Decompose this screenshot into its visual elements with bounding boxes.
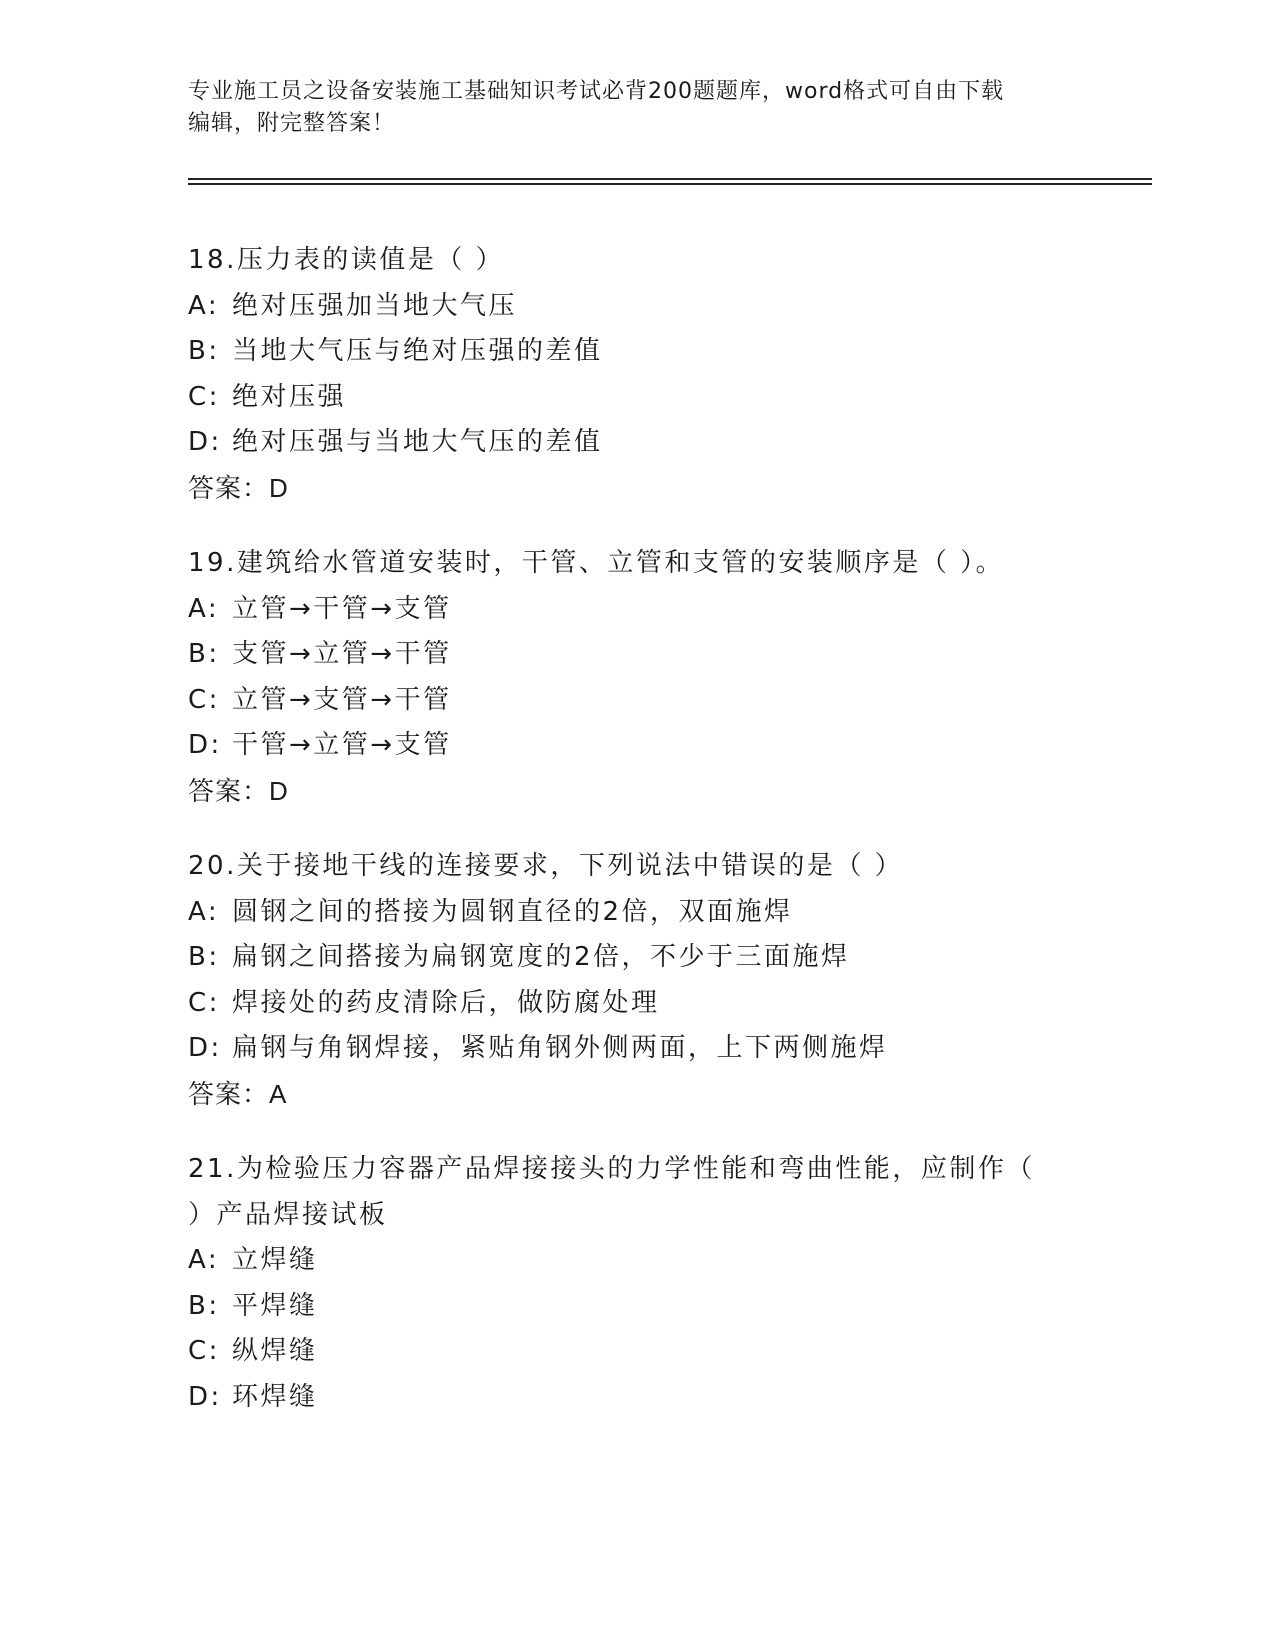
question-20	[188, 844, 1088, 1117]
option-key: A:	[188, 896, 220, 927]
option-d	[188, 420, 1088, 466]
option-a	[188, 890, 1088, 936]
option-text: 绝对压强与当地大气压的差值	[232, 427, 603, 457]
option-c	[188, 678, 1088, 724]
option-text: 圆钢之间的搭接为圆钢直径的2倍，双面施焊	[232, 896, 793, 927]
option-d	[188, 1026, 1088, 1072]
document-header	[188, 76, 1088, 140]
option-text: 绝对压强加当地大气压	[232, 290, 518, 321]
option-key: D:	[188, 1381, 222, 1412]
question-list	[188, 238, 1088, 1450]
option-b	[188, 329, 1088, 375]
option-key: B:	[188, 639, 220, 669]
option-text: 绝对压强	[232, 381, 347, 412]
option-key: A:	[188, 1245, 220, 1275]
option-text: 扁钢之间搭接为扁钢宽度的2倍，不少于三面施焊	[232, 942, 850, 972]
option-key: D:	[188, 1033, 222, 1063]
option-b	[188, 935, 1088, 981]
question-stem: 18.压力表的读值是（ ）	[188, 245, 505, 275]
option-key: D:	[188, 730, 222, 760]
option-c	[188, 1329, 1088, 1375]
question-stem: 20.关于接地干线的连接要求，下列说法中错误的是（ ）	[188, 851, 904, 881]
answer-label: 答案：A	[188, 1078, 288, 1109]
option-text: 扁钢与角钢焊接，紧贴角钢外侧两面，上下两侧施焊	[232, 1033, 888, 1063]
option-key: C:	[188, 987, 220, 1018]
option-key: B:	[188, 942, 220, 972]
option-text: 环焊缝	[232, 1381, 318, 1412]
option-key: B:	[188, 1290, 220, 1321]
question-21	[188, 1147, 1088, 1420]
option-key: A:	[188, 593, 220, 624]
header-title-line-2: 编辑，附完整答案！	[188, 111, 396, 136]
answer-label: 答案：D	[188, 775, 289, 806]
option-text: 立焊缝	[232, 1245, 318, 1275]
option-text: 平焊缝	[232, 1290, 318, 1321]
option-key: A:	[188, 290, 220, 321]
header-title-line-1: 专业施工员之设备安装施工基础知识考试必背200题题库，word格式可自由下载	[188, 79, 1005, 104]
header-divider-top	[188, 178, 1152, 180]
option-d	[188, 1375, 1088, 1421]
option-a	[188, 587, 1088, 633]
option-key: C:	[188, 684, 220, 715]
option-a	[188, 284, 1088, 330]
option-text: 干管→立管→支管	[232, 730, 452, 760]
option-key: C:	[188, 381, 220, 412]
option-d	[188, 723, 1088, 769]
option-text: 焊接处的药皮清除后，做防腐处理	[232, 987, 660, 1018]
question-stem: 19.建筑给水管道安装时，干管、立管和支管的安装顺序是（ ）。	[188, 548, 1005, 578]
option-c	[188, 981, 1088, 1027]
option-text: 立管→干管→支管	[232, 593, 452, 624]
option-a	[188, 1238, 1088, 1284]
question-19	[188, 541, 1088, 814]
option-text: 立管→支管→干管	[232, 684, 452, 715]
option-b	[188, 632, 1088, 678]
option-c	[188, 375, 1088, 421]
option-text: 当地大气压与绝对压强的差值	[232, 336, 603, 366]
option-text: 纵焊缝	[232, 1336, 318, 1366]
answer-label: 答案：D	[188, 472, 289, 503]
option-key: B:	[188, 336, 220, 366]
option-key: D:	[188, 427, 222, 457]
question-18	[188, 238, 1088, 511]
option-text: 支管→立管→干管	[232, 639, 452, 669]
header-divider-bottom	[188, 183, 1152, 185]
question-stem: 21.为检验压力容器产品焊接接头的力学性能和弯曲性能，应制作（ ）产品焊接试板	[188, 1154, 1035, 1230]
option-b	[188, 1284, 1088, 1330]
option-key: C:	[188, 1336, 220, 1366]
